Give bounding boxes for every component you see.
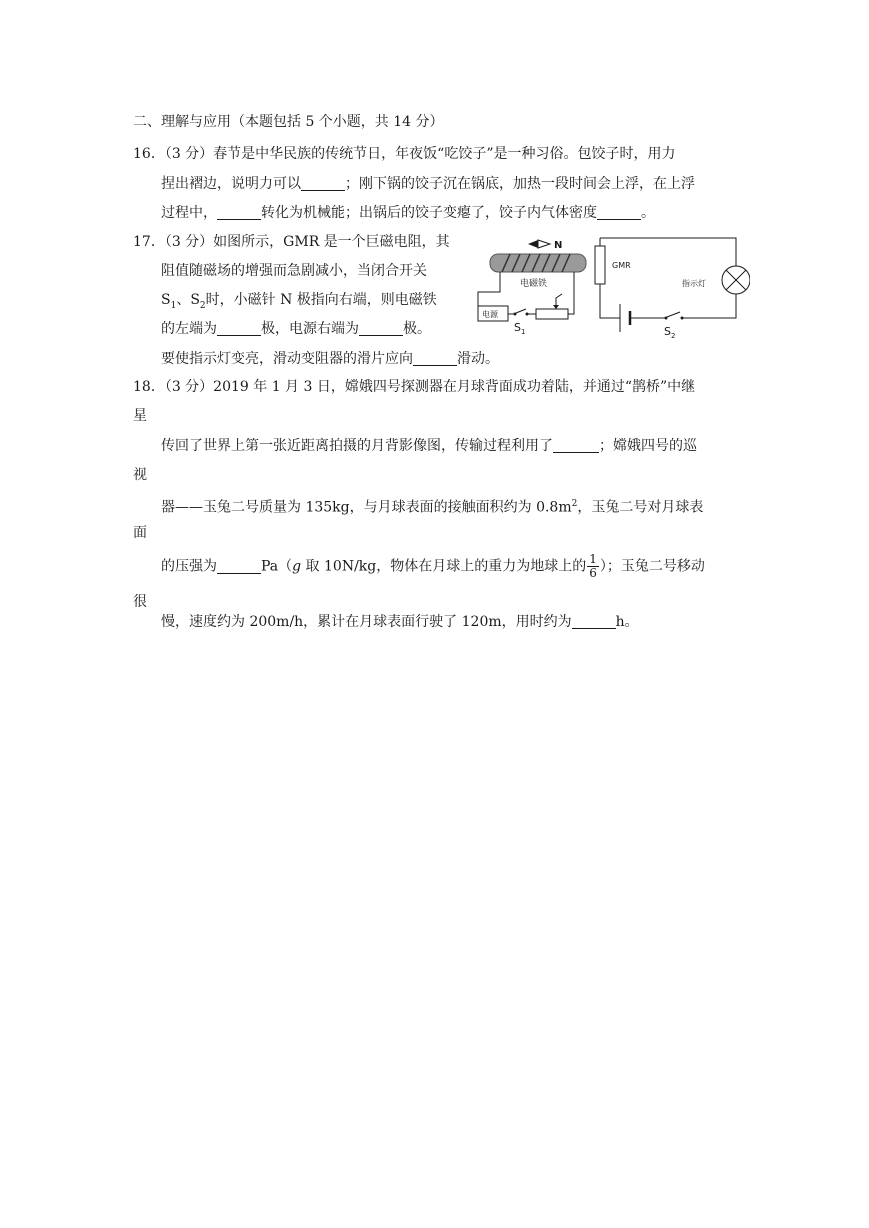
q16-text: ；刚下锅的饺子沉在锅底，加热一段时间会上浮，在上浮 [345, 176, 695, 192]
q17-line-1: 17．（3 分）如图所示，GMR 是一个巨磁电阻，其 [133, 234, 450, 250]
circuit-diagram [470, 232, 750, 344]
q18-text: ，玉兔二号对月球表 [577, 499, 704, 516]
right-circuit-wire [682, 294, 736, 318]
q16-line-3 [161, 203, 655, 223]
section-heading: 二、理解与应用（本题包括 5 个小题，共 14 分） [133, 114, 444, 130]
q17-text: S [161, 292, 171, 308]
q17-text: 极。 [403, 321, 431, 337]
fraction-numerator: 1 [589, 552, 597, 566]
rheostat-slider-icon [553, 305, 559, 309]
q18-wrap-4: 很 [133, 594, 147, 610]
q18-text: ）；玉兔二号移动 [599, 558, 705, 575]
switch-s1-label: $S_1$ [514, 321, 526, 336]
q18-wrap-3: 面 [133, 525, 147, 541]
q16-text: 。 [641, 205, 655, 221]
battery-icon [620, 304, 630, 332]
q18-text: 器——玉兔二号质量为 135kg，与月球表面的接触面积约为 0.8m [161, 499, 572, 516]
gmr-label: GMR [612, 261, 631, 270]
compass-needle-icon [528, 240, 550, 248]
q17-line-3 [161, 290, 437, 316]
q16-text: 转化为机械能；出锅后的饺子变瘪了，饺子内气体密度 [261, 205, 597, 221]
fraction-one-sixth [587, 553, 599, 580]
q18-sup: 2 [571, 499, 578, 509]
q17-line-4 [161, 319, 431, 339]
q18-wrap-1: 星 [133, 408, 147, 424]
q18-line-4 [161, 553, 705, 580]
q17-sub: 1 [170, 300, 177, 311]
q18-g-symbol: g [292, 558, 302, 575]
answer-blank[interactable] [217, 319, 261, 336]
q16-line-1: 16．（3 分）春节是中华民族的传统节日，年夜饭“吃饺子”是一种习俗。包饺子时，用力 [133, 146, 676, 162]
q17-text: 极，电源右端为 [261, 321, 359, 337]
q18-text: 传回了世界上第一张近距离拍摄的月背影像图，传输过程利用了 [161, 438, 553, 454]
q17-sub: 2 [199, 300, 206, 311]
answer-blank[interactable] [572, 612, 616, 629]
switch-s2-label: $S_2$ [664, 325, 676, 340]
answer-blank[interactable] [217, 203, 261, 220]
q16-text: 捏出褶边，说明力可以 [161, 176, 301, 192]
right-circuit-wire [600, 284, 620, 318]
indicator-lamp-label: 指示灯 [682, 279, 706, 288]
q17-text: 要使指示灯变亮，滑动变阻器的滑片应向 [161, 351, 413, 367]
q18-text: Pa（ [261, 558, 293, 575]
answer-blank[interactable] [597, 203, 641, 220]
gmr-resistor [595, 246, 605, 284]
answer-blank[interactable] [301, 174, 345, 191]
switch-s1-icon [514, 309, 529, 316]
q18-line-2 [161, 436, 697, 456]
q18-text: 的压强为 [161, 558, 217, 575]
q16-text: 过程中， [161, 205, 217, 221]
switch-s2-icon [665, 312, 684, 320]
electromagnet-label: 电磁铁 [520, 279, 548, 289]
q18-line-5 [161, 612, 639, 632]
q17-text: 、S [176, 292, 200, 308]
q17-line-5 [161, 349, 499, 369]
q16-line-2 [161, 174, 695, 194]
q18-text: 慢，速度约为 200m/h，累计在月球表面行驶了 120m，用时约为 [161, 614, 572, 630]
q17-line-2: 阻值随磁场的增强而急剧减小，当闭合开关 [161, 263, 427, 279]
q18-text: h。 [615, 614, 639, 630]
answer-blank[interactable] [359, 319, 403, 336]
fraction-denominator: 6 [589, 566, 597, 580]
q18-wrap-2: 视 [133, 467, 147, 483]
power-source-label: 电源 [482, 310, 498, 319]
indicator-lamp-icon [722, 266, 750, 294]
q18-text: 取 10N/kg，物体在月球上的重力为地球上的 [301, 558, 587, 575]
q18-line-1: 18．（3 分）2019 年 1 月 3 日，嫦娥四号探测器在月球背面成功着陆，并通过“鹊桥”中继 [133, 379, 696, 395]
q17-text: 时，小磁针 N 极指向右端，则电磁铁 [205, 292, 437, 308]
q17-text: 的左端为 [161, 321, 217, 337]
compass-n-label: N [554, 240, 563, 251]
q18-line-3 [161, 494, 703, 518]
answer-blank[interactable] [553, 436, 599, 453]
answer-blank[interactable] [217, 557, 261, 574]
answer-blank[interactable] [413, 349, 457, 366]
q18-text: ；嫦娥四号的巡 [599, 438, 697, 454]
q17-text: 滑动。 [457, 351, 499, 367]
rheostat [536, 309, 568, 319]
